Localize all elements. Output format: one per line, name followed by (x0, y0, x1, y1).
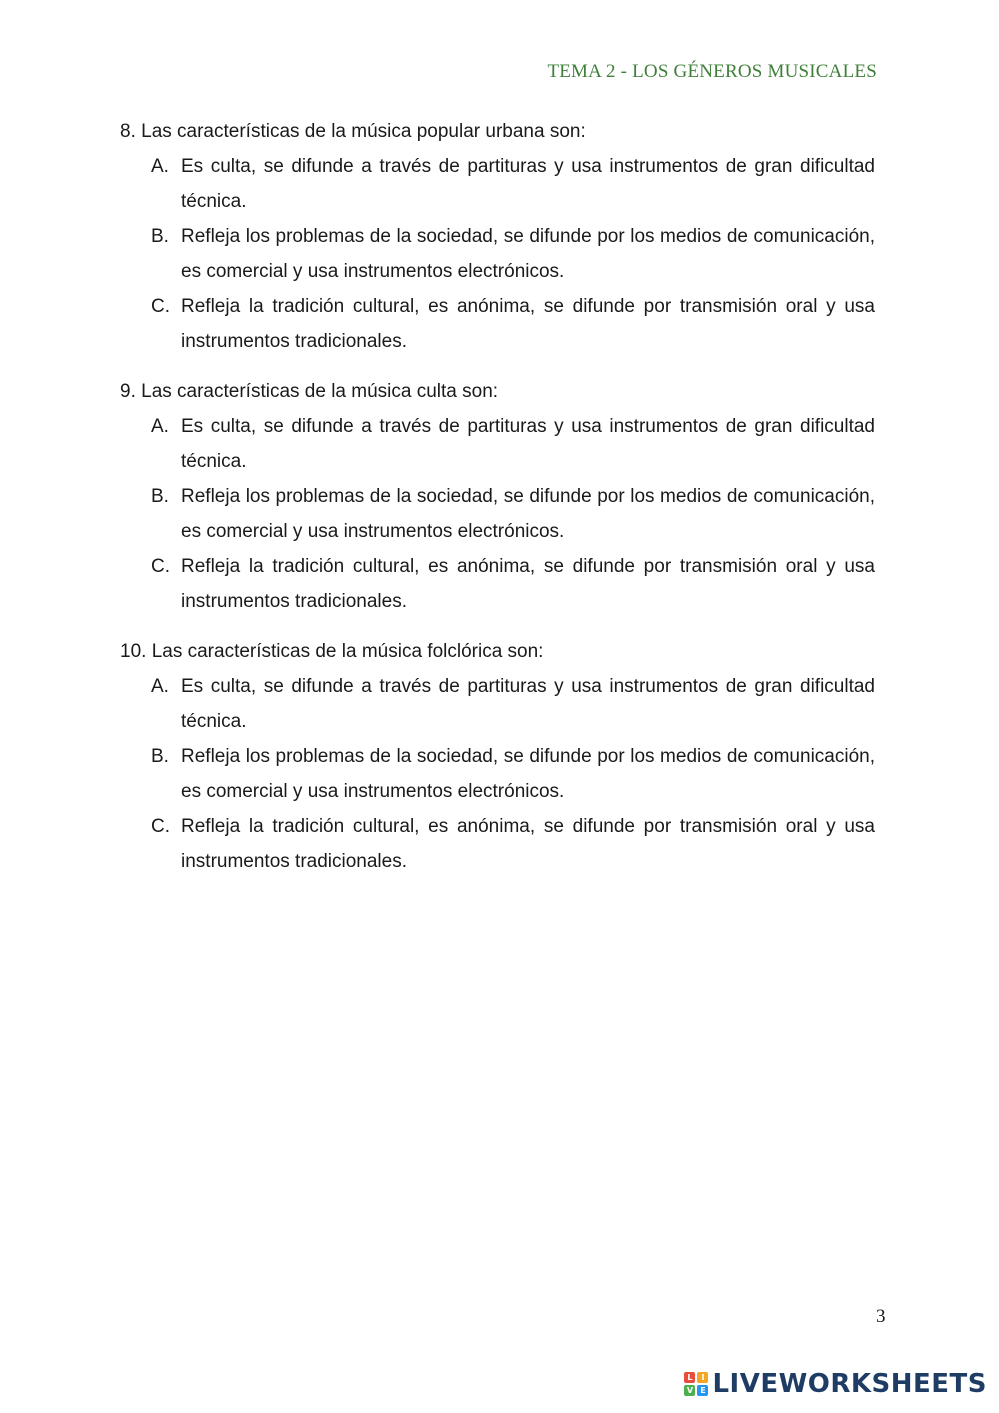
option-letter: B. (151, 486, 169, 507)
option-c (120, 809, 875, 879)
option-letter: A. (151, 156, 169, 177)
option-text: Es culta, se difunde a través de partituras y usa instrumentos de gran dificultad técnica. (181, 416, 875, 472)
option-letter: A. (151, 676, 169, 697)
liveworksheets-brand[interactable] (684, 1369, 987, 1399)
logo-tile: L (684, 1372, 695, 1383)
question-text: 10. Las características de la música folclórica son: (120, 641, 544, 662)
option-letter: C. (151, 816, 170, 837)
logo-tile: I (697, 1372, 708, 1383)
logo-tile: E (697, 1385, 708, 1396)
option-text: Refleja la tradición cultural, es anónima, se difunde por transmisión oral y usa instrumentos tradicionales. (181, 816, 875, 872)
option-b (120, 479, 875, 549)
option-letter: C. (151, 296, 170, 317)
option-c (120, 549, 875, 619)
option-c (120, 289, 875, 359)
logo-tile: V (684, 1385, 695, 1396)
option-letter: C. (151, 556, 170, 577)
option-a (120, 669, 875, 739)
option-b (120, 739, 875, 809)
question-9 (120, 374, 880, 619)
option-letter: A. (151, 416, 169, 437)
option-text: Refleja la tradición cultural, es anónima, se difunde por transmisión oral y usa instrumentos tradicionales. (181, 296, 875, 352)
option-b (120, 219, 875, 289)
question-text: 8. Las características de la música popular urbana son: (120, 121, 586, 142)
page-header-title: TEMA 2 - LOS GÉNEROS MUSICALES (547, 61, 877, 82)
option-text: Refleja los problemas de la sociedad, se difunde por los medios de comunicación, es comercial y usa instrumentos electrónicos. (181, 226, 875, 282)
option-letter: B. (151, 746, 169, 767)
option-letter: B. (151, 226, 169, 247)
page-number: 3 (876, 1306, 886, 1327)
option-a (120, 409, 875, 479)
question-8 (120, 114, 880, 359)
option-text: Es culta, se difunde a través de partituras y usa instrumentos de gran dificultad técnica. (181, 156, 875, 212)
option-a (120, 149, 875, 219)
question-10 (120, 634, 880, 879)
brand-name: LIVEWORKSHEETS (712, 1369, 987, 1399)
option-text: Refleja los problemas de la sociedad, se difunde por los medios de comunicación, es comercial y usa instrumentos electrónicos. (181, 746, 875, 802)
question-text: 9. Las características de la música culta son: (120, 381, 499, 402)
liveworksheets-logo-icon (684, 1372, 708, 1396)
option-text: Refleja los problemas de la sociedad, se difunde por los medios de comunicación, es comercial y usa instrumentos electrónicos. (181, 486, 875, 542)
option-text: Refleja la tradición cultural, es anónima, se difunde por transmisión oral y usa instrumentos tradicionales. (181, 556, 875, 612)
option-text: Es culta, se difunde a través de partituras y usa instrumentos de gran dificultad técnica. (181, 676, 875, 732)
